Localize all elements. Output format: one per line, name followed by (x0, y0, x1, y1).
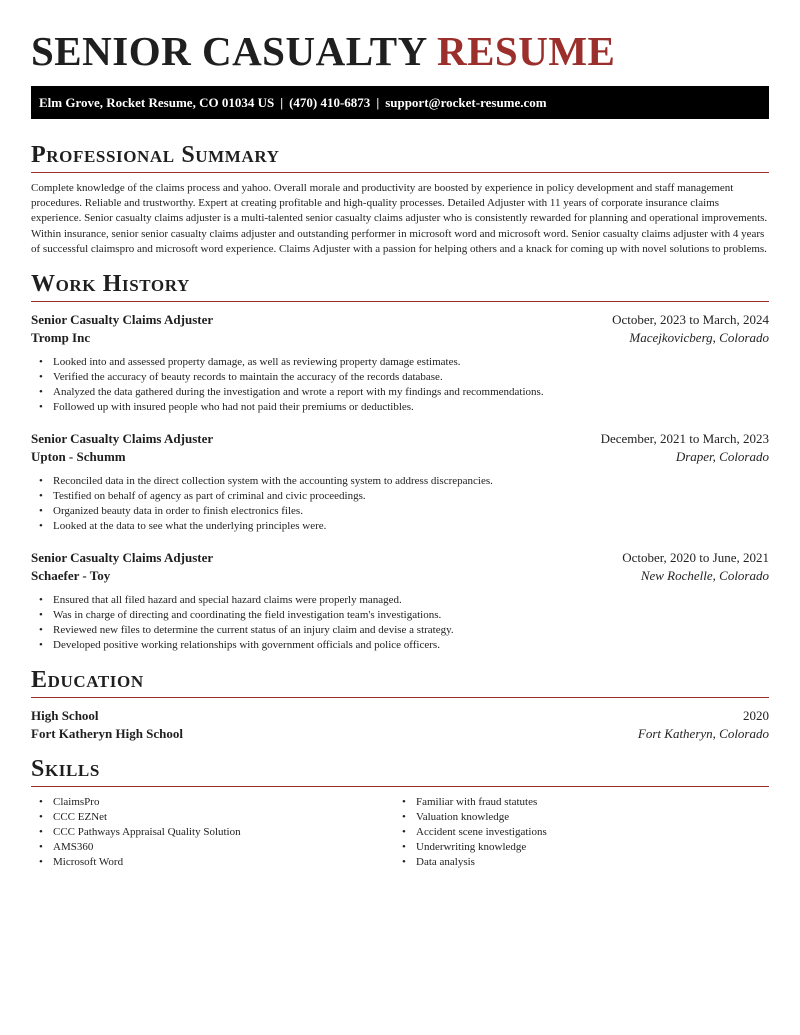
contact-phone[interactable]: (470) 410-6873 (289, 95, 371, 110)
education-year: 2020 (743, 708, 769, 723)
contact-separator: | (376, 95, 380, 110)
work-section-heading (31, 271, 769, 297)
job-dates: December, 2021 to March, 2023 (600, 431, 769, 446)
list-item: • Reviewed new files to determine the current status of an injury claim and devise a strategy. (31, 623, 769, 638)
skills-column-left (31, 795, 391, 870)
list-item: • CCC Pathways Appraisal Quality Solution (31, 825, 391, 840)
job-location: Draper, Colorado (675, 449, 769, 464)
job-title: Senior Casualty Claims Adjuster (31, 431, 214, 446)
list-item: • Verified the accuracy of beauty records to maintain the accuracy of the records database. (31, 370, 769, 385)
list-item: • ClaimsPro (31, 795, 391, 810)
section-divider (31, 301, 769, 302)
list-item: • Accident scene investigations (394, 825, 754, 840)
summary-heading: Professional Summary (31, 142, 280, 168)
job-company: Tromp Inc (31, 330, 91, 345)
list-item: • Reconciled data in the direct collection system with the accounting system to address discrepancies. (31, 474, 769, 489)
list-item: • Was in charge of directing and coordinating the field investigation team's investigations. (31, 608, 769, 623)
section-divider (31, 172, 769, 173)
list-item: • Familiar with fraud statutes (394, 795, 754, 810)
list-item: • Data analysis (394, 855, 754, 870)
list-item: • Underwriting knowledge (394, 840, 754, 855)
section-divider (31, 786, 769, 787)
list-item: • Developed positive working relationships with government officials and police officers. (31, 638, 769, 653)
list-item: • Valuation knowledge (394, 810, 754, 825)
skills-section-heading (31, 756, 769, 782)
title-accent: RESUME (436, 28, 616, 74)
list-item: • Followed up with insured people who had not paid their premiums or deductibles. (31, 400, 769, 415)
job-dates: October, 2023 to March, 2024 (612, 312, 769, 327)
list-item: • Testified on behalf of agency as part of criminal and civic proceedings. (31, 489, 769, 504)
list-item: • Microsoft Word (31, 855, 391, 870)
contact-separator: | (280, 95, 284, 110)
job-title: Senior Casualty Claims Adjuster (31, 550, 214, 565)
skills-column-right (394, 795, 754, 870)
education-section-heading (31, 667, 769, 693)
education-location: Fort Katheryn, Colorado (637, 726, 769, 741)
job-entry (31, 549, 769, 653)
contact-address: Elm Grove, Rocket Resume, CO 01034 US (39, 95, 275, 110)
list-item: • AMS360 (31, 840, 391, 855)
job-company: Upton - Schumm (31, 449, 126, 464)
work-heading: Work History (31, 271, 190, 297)
job-duties (31, 355, 769, 415)
summary-section-heading (31, 142, 769, 168)
education-heading: Education (31, 667, 144, 693)
list-item: • Analyzed the data gathered during the investigation and wrote a report with my findings and recommendations. (31, 385, 769, 400)
list-item: • Looked into and assessed property damage, as well as reviewing property damage estimates. (31, 355, 769, 370)
list-item: • Looked at the data to see what the underlying principles were. (31, 519, 769, 534)
job-duties (31, 474, 769, 534)
job-location: Macejkovicberg, Colorado (629, 330, 769, 345)
job-entry (31, 311, 769, 415)
job-dates: October, 2020 to June, 2021 (622, 550, 769, 565)
job-entry (31, 430, 769, 534)
education-school: Fort Katheryn High School (31, 726, 184, 741)
list-item: • CCC EZNet (31, 810, 391, 825)
education-entry (31, 707, 769, 743)
skills-heading: Skills (31, 756, 100, 782)
job-duties (31, 593, 769, 653)
section-divider (31, 697, 769, 698)
resume-title (31, 28, 615, 74)
job-title: Senior Casualty Claims Adjuster (31, 312, 214, 327)
contact-email[interactable]: support@rocket-resume.com (385, 95, 547, 110)
contact-bar (31, 86, 769, 119)
job-company: Schaefer - Toy (31, 568, 111, 583)
list-item: • Organized beauty data in order to finish electronics files. (31, 504, 769, 519)
education-degree: High School (31, 708, 99, 723)
title-main: SENIOR CASUALTY (31, 28, 427, 74)
summary-text: Complete knowledge of the claims process and yahoo. Overall morale and productivity are boosted by experience in policy development and staff management procedures. Reliable and trustworthy. Expert at creating profitable and high-quality processes. Detailed Adjuster with 11 years of corporate insurance claims experience. Senior casualty claims adjuster is a multi-talented senior casualty claims adjuster who is consistently rewarded for planning and operational improvements. Within insurance, senior senior casualty claims adjuster and outstanding performer in microsoft word and microsoft word. Senior casualty claims adjuster with 4 years of successful claimspro and microsoft word experience. Claims Adjuster with a passion for helping others and a knack for coming up with novel solutions to problems. (31, 182, 768, 255)
job-location: New Rochelle, Colorado (640, 568, 769, 583)
list-item: • Ensured that all filed hazard and special hazard claims were properly managed. (31, 593, 769, 608)
